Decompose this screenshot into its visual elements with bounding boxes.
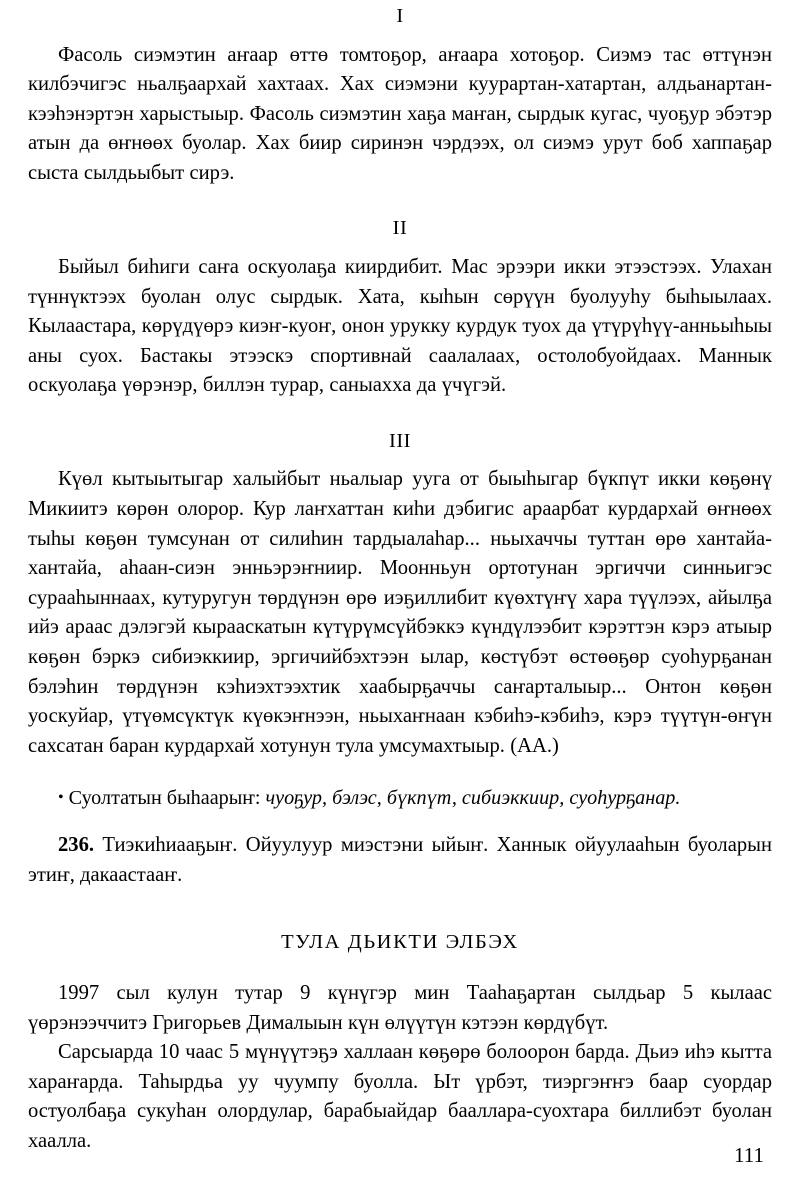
story-paragraph-1: 1997 сыл кулун тутар 9 күнүгэр мин Тааһаҕартан сылдьар 5 кылаас үөрэнээччитэ Григорьев Димaлыын күн өлүүтүн кэтээн көрдүбүт. xyxy=(28,982,772,1034)
exercise-236 xyxy=(28,831,772,890)
section-numeral-1: I xyxy=(396,5,404,27)
story-heading: ТУЛА ДЬИКТИ ЭЛБЭХ xyxy=(281,930,519,953)
spacer xyxy=(28,27,772,41)
exercise-text: Тиэкиһиааҕыҥ. Ойуулуур миэстэни ыйыҥ. Ханнык ойуулааһын буоларын этиҥ, дакаастааҥ. xyxy=(28,834,772,886)
section-numeral-2: II xyxy=(392,217,408,240)
spacer xyxy=(28,761,772,783)
bullet-exercise-italic-words: чуоҕур, бэлэс, бүкпүт, сибиэккиир, суоһурҕанар. xyxy=(265,787,681,810)
section-2-paragraph: Быйыл биһиги саҥа оскуолаҕа киирдибит. Мас эрээри икки этээстээх. Улахан түннүктээх буолан олус сырдык. Хата, кыһын сөрүүн буолууһу быһыылаах. Кылаастара, көрүдүөрэ киэҥ-куоҥ, онон урукку курдук туох да үтүрүһүү-анньыһыы аны суох. Бастакы этээскэ спортивнай саалалаах, остолобуойдаах. Маннык оскуолаҕа үөрэнэр, биллэн турар, саныахха да үчүгэй. xyxy=(28,255,772,397)
spacer xyxy=(28,188,772,218)
exercise-number: 236. xyxy=(58,834,95,857)
spacer xyxy=(28,891,772,931)
page-number: 111 xyxy=(734,1143,764,1167)
bullet-exercise-line xyxy=(28,783,772,813)
bullet-exercise-prompt: Суолтатын быһаарыҥ: xyxy=(68,787,261,810)
spacer xyxy=(28,401,772,431)
section-3-paragraph: Күөл кытыытыгар халыйбыт ньалыар ууга от быыһыгар бүкпүт икки көҕөнү Микиитэ көрөн олорор. Кур лаҥхаттан киһи дэбигис араарбат курдархай өҥнөөх тыһы көҕөн тумсунан от силиһин тардыалаһар... ньыхаччы туттан өрө хантайа-хантайа, аһаан-сиэн энньэрэҥниир. Моонньун ортотунан эргиччи синньигэс сураaһыннаах, кутуругун төрдүнэн өрө иэҕиллибит күөхтүҥү хара түүлээх, айылҕа ийэ араас дэлэгэй кырааскатын күтүрүмсүйбэккэ күндүлээбит кэрэттэн кэрэ атыыр көҕөн бэркэ сибиэккиир, эргичийбэхтээн ылар, көстүбэт өстөөҕөр суоһурҕанан бэлэһин төрдүнэн кэһиэхтээхтик хаабырҕаччы саҥарталыыр... Онтон көҕөн уоскуйар, үтүөмсүктүк күөкэҥнээн, ньыхаҥнаан кэбиһэ-кэбиһэ, кэрэ түүтүн-өҥүн сахсатан баран курдархай хотунун тула умсумахтыыр. (АА.) xyxy=(28,468,772,757)
section-numeral-3: III xyxy=(389,429,411,452)
spacer xyxy=(28,813,772,831)
section-1-paragraph: Фасоль сиэмэтин аҥаар өттө томтоҕор, аҥаара хотоҕор. Сиэмэ тас өттүнэн килбэчигэс ньалҕаархай хахтаах. Хах сиэмэни куурартан-хатартан, алдьанартан-кээһэнэртэн харыстыыр. Фасоль сиэмэтин хаҕа маҥан, сырдык кугас, чуоҕур эбэтэр атын да өҥнөөх буолар. Хах биир сиринэн чэрдээх, ол сиэмэ урут боб хаппаҕар сыста сылдьыбыт сирэ. xyxy=(28,43,772,184)
spacer xyxy=(28,451,772,465)
spacer xyxy=(28,239,772,253)
bullet-dot-icon: • xyxy=(58,789,64,807)
story-paragraph-2: Сарсыарда 10 чаас 5 мүнүүтэҕэ халлаан көҕөрө болоорон барда. Дьиэ иһэ кытта хараҥарда. Таһырдьа уу чуумпу буолла. Ыт үрбэт, тиэргэҥҥэ баар суордар остуолбаҕа сукуһан олордулар, барабыайдар бааллара-суохтара биллибэт буолан хаалла. xyxy=(28,1041,772,1153)
spacer xyxy=(28,953,772,979)
